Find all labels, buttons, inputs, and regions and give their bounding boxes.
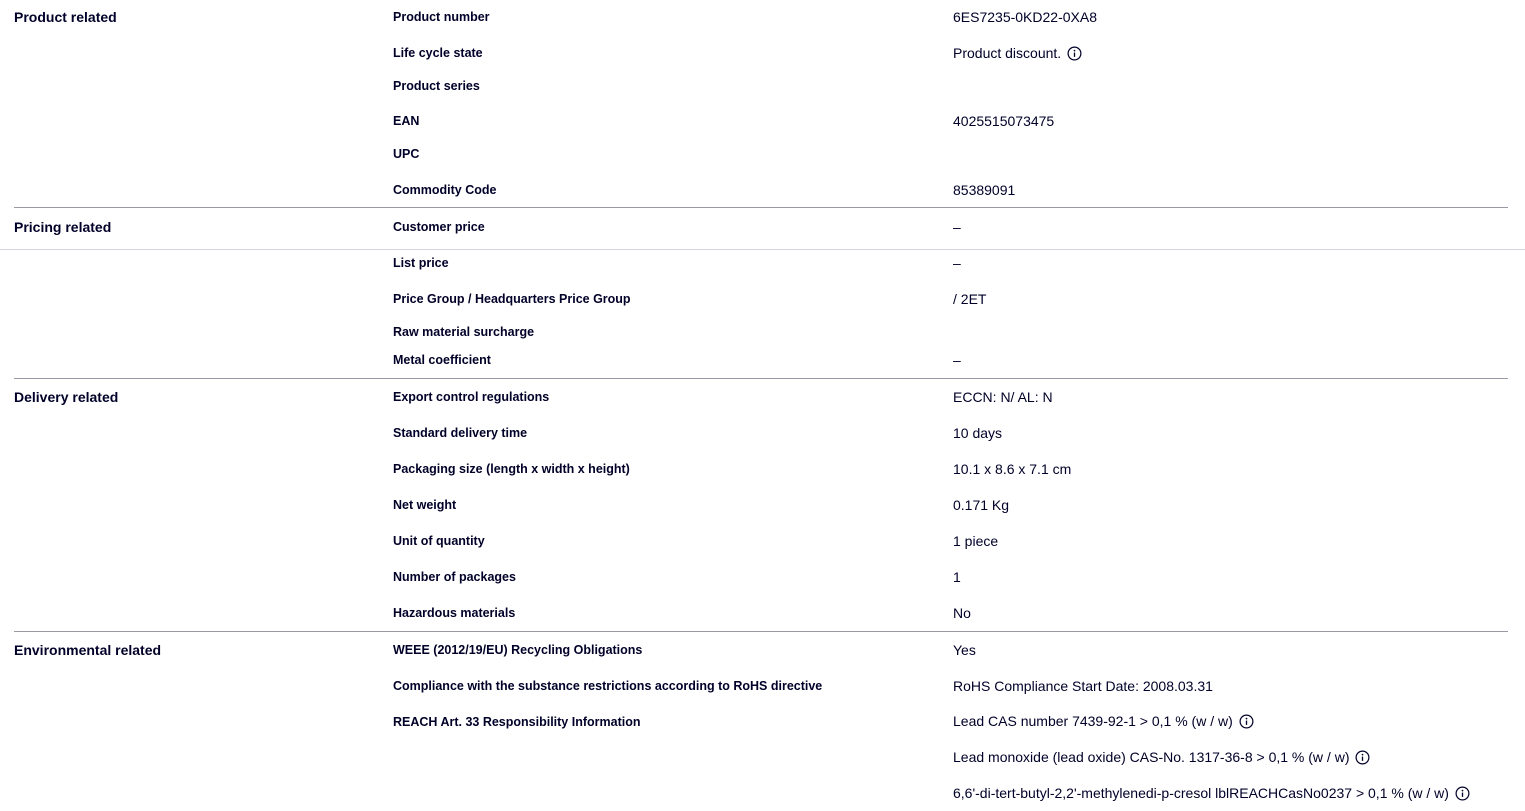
value-price-group: / 2ET — [953, 291, 987, 307]
value-list-price: – — [953, 255, 961, 271]
label-ean: EAN — [393, 114, 420, 128]
section-divider — [14, 631, 1508, 632]
label-commodity-code: Commodity Code — [393, 183, 497, 197]
value-rohs: RoHS Compliance Start Date: 2008.03.31 — [953, 678, 1213, 694]
label-rohs: Compliance with the substance restrictions according to RoHS directive — [393, 679, 823, 693]
section-title-product: Product related — [14, 9, 117, 25]
value-reach-lead-monoxide: Lead monoxide (lead oxide) CAS-No. 1317-36-8 > 0,1 % (w / w) — [953, 749, 1350, 765]
value-customer-price: – — [953, 219, 961, 235]
value-hazardous-materials: No — [953, 605, 971, 621]
info-icon[interactable] — [1355, 750, 1370, 765]
value-reach-cresol-row — [953, 785, 1470, 801]
label-customer-price: Customer price — [393, 220, 485, 234]
label-net-weight: Net weight — [393, 498, 457, 512]
value-export-control: ECCN: N/ AL: N — [953, 389, 1053, 405]
label-product-number: Product number — [393, 10, 490, 24]
value-life-cycle-state-row — [953, 45, 1082, 61]
label-packaging-size: Packaging size (length x width x height) — [393, 462, 630, 476]
info-icon[interactable] — [1067, 46, 1082, 61]
section-divider — [14, 207, 1508, 208]
label-reach: REACH Art. 33 Responsibility Information — [393, 715, 641, 729]
label-metal-coefficient: Metal coefficient — [393, 353, 491, 367]
value-reach-cresol: 6,6'-di-tert-butyl-2,2'-methylenedi-p-cresol lblREACHCasNo0237 > 0,1 % (w / w) — [953, 785, 1449, 801]
section-title-pricing: Pricing related — [14, 219, 112, 235]
label-export-control: Export control regulations — [393, 390, 550, 404]
label-standard-delivery-time: Standard delivery time — [393, 426, 528, 440]
label-life-cycle-state: Life cycle state — [393, 46, 483, 60]
row-divider — [0, 249, 1525, 250]
section-title-environmental: Environmental related — [14, 642, 162, 658]
value-life-cycle-state: Product discount. — [953, 45, 1062, 61]
label-product-series: Product series — [393, 79, 480, 93]
value-unit-of-quantity: 1 piece — [953, 533, 999, 549]
value-product-number: 6ES7235-0KD22-0XA8 — [953, 9, 1097, 25]
label-number-of-packages: Number of packages — [393, 570, 516, 584]
value-metal-coefficient: – — [953, 352, 961, 368]
value-packaging-size: 10.1 x 8.6 x 7.1 cm — [953, 461, 1072, 477]
label-upc: UPC — [393, 147, 420, 161]
label-weee: WEEE (2012/19/EU) Recycling Obligations — [393, 643, 643, 657]
label-unit-of-quantity: Unit of quantity — [393, 534, 485, 548]
info-icon[interactable] — [1455, 786, 1470, 801]
label-hazardous-materials: Hazardous materials — [393, 606, 516, 620]
value-weee: Yes — [953, 642, 976, 658]
value-commodity-code: 85389091 — [953, 182, 1016, 198]
value-standard-delivery-time: 10 days — [953, 425, 1003, 441]
label-list-price: List price — [393, 256, 449, 270]
value-reach-lead-monoxide-row — [953, 749, 1370, 765]
info-icon[interactable] — [1239, 714, 1254, 729]
value-reach-row — [953, 713, 1254, 729]
value-net-weight: 0.171 Kg — [953, 497, 1010, 513]
value-number-of-packages: 1 — [953, 569, 961, 585]
label-raw-material-surcharge: Raw material surcharge — [393, 325, 535, 339]
section-divider — [14, 378, 1508, 379]
label-price-group: Price Group / Headquarters Price Group — [393, 292, 631, 306]
value-ean: 4025515073475 — [953, 113, 1055, 129]
section-title-delivery: Delivery related — [14, 389, 119, 405]
value-reach-lead: Lead CAS number 7439-92-1 > 0,1 % (w / w) — [953, 713, 1233, 729]
